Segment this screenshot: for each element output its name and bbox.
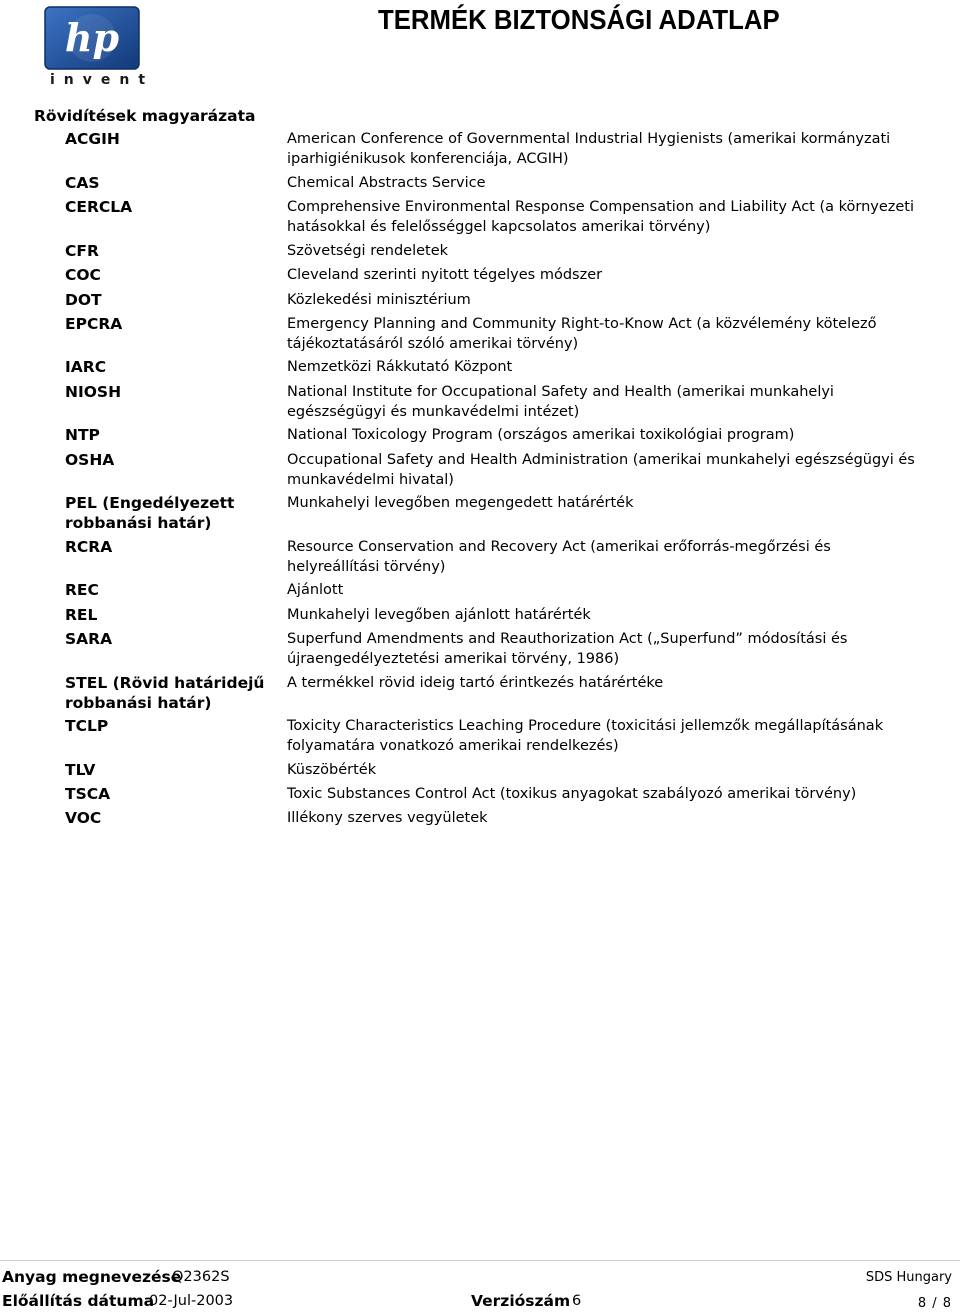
abbreviation-definition: National Institute for Occupational Safety and Health (amerikai munkahelyi egészségügyi és munkavédelmi intézet) — [287, 384, 834, 420]
abbreviation-definition: Küszöbérték — [287, 762, 377, 778]
abbreviation-term: NTP — [65, 426, 100, 444]
abbreviation-definition: Occupational Safety and Health Administration (amerikai munkahelyi egészségügyi és munkavédelmi hivatal) — [287, 452, 915, 488]
version-label: Verziószám — [471, 1292, 571, 1310]
abbreviation-definition: American Conference of Governmental Industrial Hygienists (amerikai kormányzati iparhigiénikusok konferenciája, ACGIH) — [287, 131, 891, 167]
abbreviation-term: PEL (Engedélyezett robbanási határ) — [65, 494, 235, 532]
abbreviation-row — [0, 358, 960, 378]
abbreviation-row — [0, 538, 960, 578]
abbreviation-term: IARC — [65, 358, 107, 376]
section-title: Rövidítések magyarázata — [34, 107, 256, 125]
abbreviation-term: VOC — [65, 809, 102, 827]
abbreviation-row — [0, 291, 960, 311]
abbreviation-term: DOT — [65, 291, 102, 309]
page-number: 8 / 8 — [917, 1296, 952, 1311]
abbreviation-row — [0, 630, 960, 670]
abbreviation-definition: Chemical Abstracts Service — [287, 175, 486, 191]
abbreviation-term: CFR — [65, 242, 99, 260]
sds-region: SDS Hungary — [865, 1270, 952, 1285]
abbreviation-definition: Cleveland szerinti nyitott tégelyes módszer — [287, 267, 603, 283]
abbreviation-definition: Emergency Planning and Community Right-to-Know Act (a közvélemény kötelező tájékoztatásáról szóló amerikai törvény) — [287, 316, 877, 352]
product-name-label: Anyag megnevezése — [2, 1268, 182, 1286]
abbreviation-definition: A termékkel rövid ideig tartó érintkezés határértéke — [287, 675, 664, 691]
abbreviation-term: CERCLA — [65, 198, 133, 216]
abbreviation-definition: Toxic Substances Control Act (toxikus anyagokat szabályozó amerikai törvény) — [287, 786, 857, 802]
logo-tagline: invent — [50, 72, 155, 88]
abbreviation-row — [0, 761, 960, 781]
abbreviation-definition: Munkahelyi levegőben megengedett határérték — [287, 495, 634, 511]
abbreviation-term: REL — [65, 606, 98, 624]
abbreviation-term: STEL (Rövid határidejű robbanási határ) — [65, 674, 265, 712]
abbreviation-definition: Nemzetközi Rákkutató Központ — [287, 359, 513, 375]
abbreviation-row — [0, 174, 960, 194]
abbreviation-row — [0, 242, 960, 262]
abbreviation-term: CAS — [65, 174, 100, 192]
abbreviation-term: TSCA — [65, 785, 111, 803]
creation-date-value: 02-Jul-2003 — [149, 1293, 234, 1309]
abbreviation-row — [0, 809, 960, 829]
abbreviation-row — [0, 674, 960, 714]
abbreviation-row — [0, 426, 960, 446]
abbreviation-definition: Munkahelyi levegőben ajánlott határérték — [287, 607, 591, 623]
abbreviation-row — [0, 581, 960, 601]
abbreviation-term: EPCRA — [65, 315, 123, 333]
abbreviation-row — [0, 383, 960, 423]
svg-text:hp: hp — [64, 15, 120, 60]
abbreviation-definition: Superfund Amendments and Reauthorization Act („Superfund” módosítási és újraengedélyeztetési amerikai törvény, 1986) — [287, 631, 848, 667]
abbreviation-definition: Ajánlott — [287, 582, 344, 598]
abbreviation-row — [0, 130, 960, 170]
abbreviation-row — [0, 451, 960, 491]
abbreviation-definition: Resource Conservation and Recovery Act (amerikai erőforrás-megőrzési és helyreállítási törvény) — [287, 539, 831, 575]
abbreviation-definition: Illékony szerves vegyületek — [287, 810, 488, 826]
abbreviation-definition: National Toxicology Program (országos amerikai toxikológiai program) — [287, 427, 795, 443]
version-value: 6 — [572, 1293, 582, 1309]
abbreviation-term: COC — [65, 266, 101, 284]
abbreviation-row — [0, 315, 960, 355]
abbreviation-row — [0, 717, 960, 757]
abbreviation-row — [0, 785, 960, 805]
footer-divider — [0, 1260, 960, 1261]
abbreviation-definition: Közlekedési minisztérium — [287, 292, 471, 308]
abbreviation-row — [0, 494, 960, 534]
creation-date-label: Előállítás dátuma — [2, 1292, 155, 1310]
abbreviation-term: REC — [65, 581, 99, 599]
abbreviation-term: ACGIH — [65, 130, 120, 148]
abbreviation-definition: Toxicity Characteristics Leaching Procedure (toxicitási jellemzők megállapításának folyamatára vonatkozó amerikai rendelkezés) — [287, 718, 884, 754]
hp-logo-mark — [44, 6, 140, 72]
abbreviation-term: RCRA — [65, 538, 113, 556]
abbreviation-row — [0, 266, 960, 286]
abbreviation-term: TLV — [65, 761, 96, 779]
abbreviation-term: TCLP — [65, 717, 109, 735]
product-name-value: Q2362S — [172, 1269, 230, 1285]
abbreviation-definition: Szövetségi rendeletek — [287, 243, 449, 259]
abbreviation-term: NIOSH — [65, 383, 122, 401]
abbreviation-row — [0, 606, 960, 626]
abbreviation-term: OSHA — [65, 451, 115, 469]
abbreviation-definition: Comprehensive Environmental Response Compensation and Liability Act (a környezeti hatásokkal és felelősséggel kapcsolatos amerikai törvény) — [287, 199, 915, 235]
document-title: TERMÉK BIZTONSÁGI ADATLAP — [378, 4, 780, 35]
abbreviation-row — [0, 198, 960, 238]
abbreviation-term: SARA — [65, 630, 113, 648]
